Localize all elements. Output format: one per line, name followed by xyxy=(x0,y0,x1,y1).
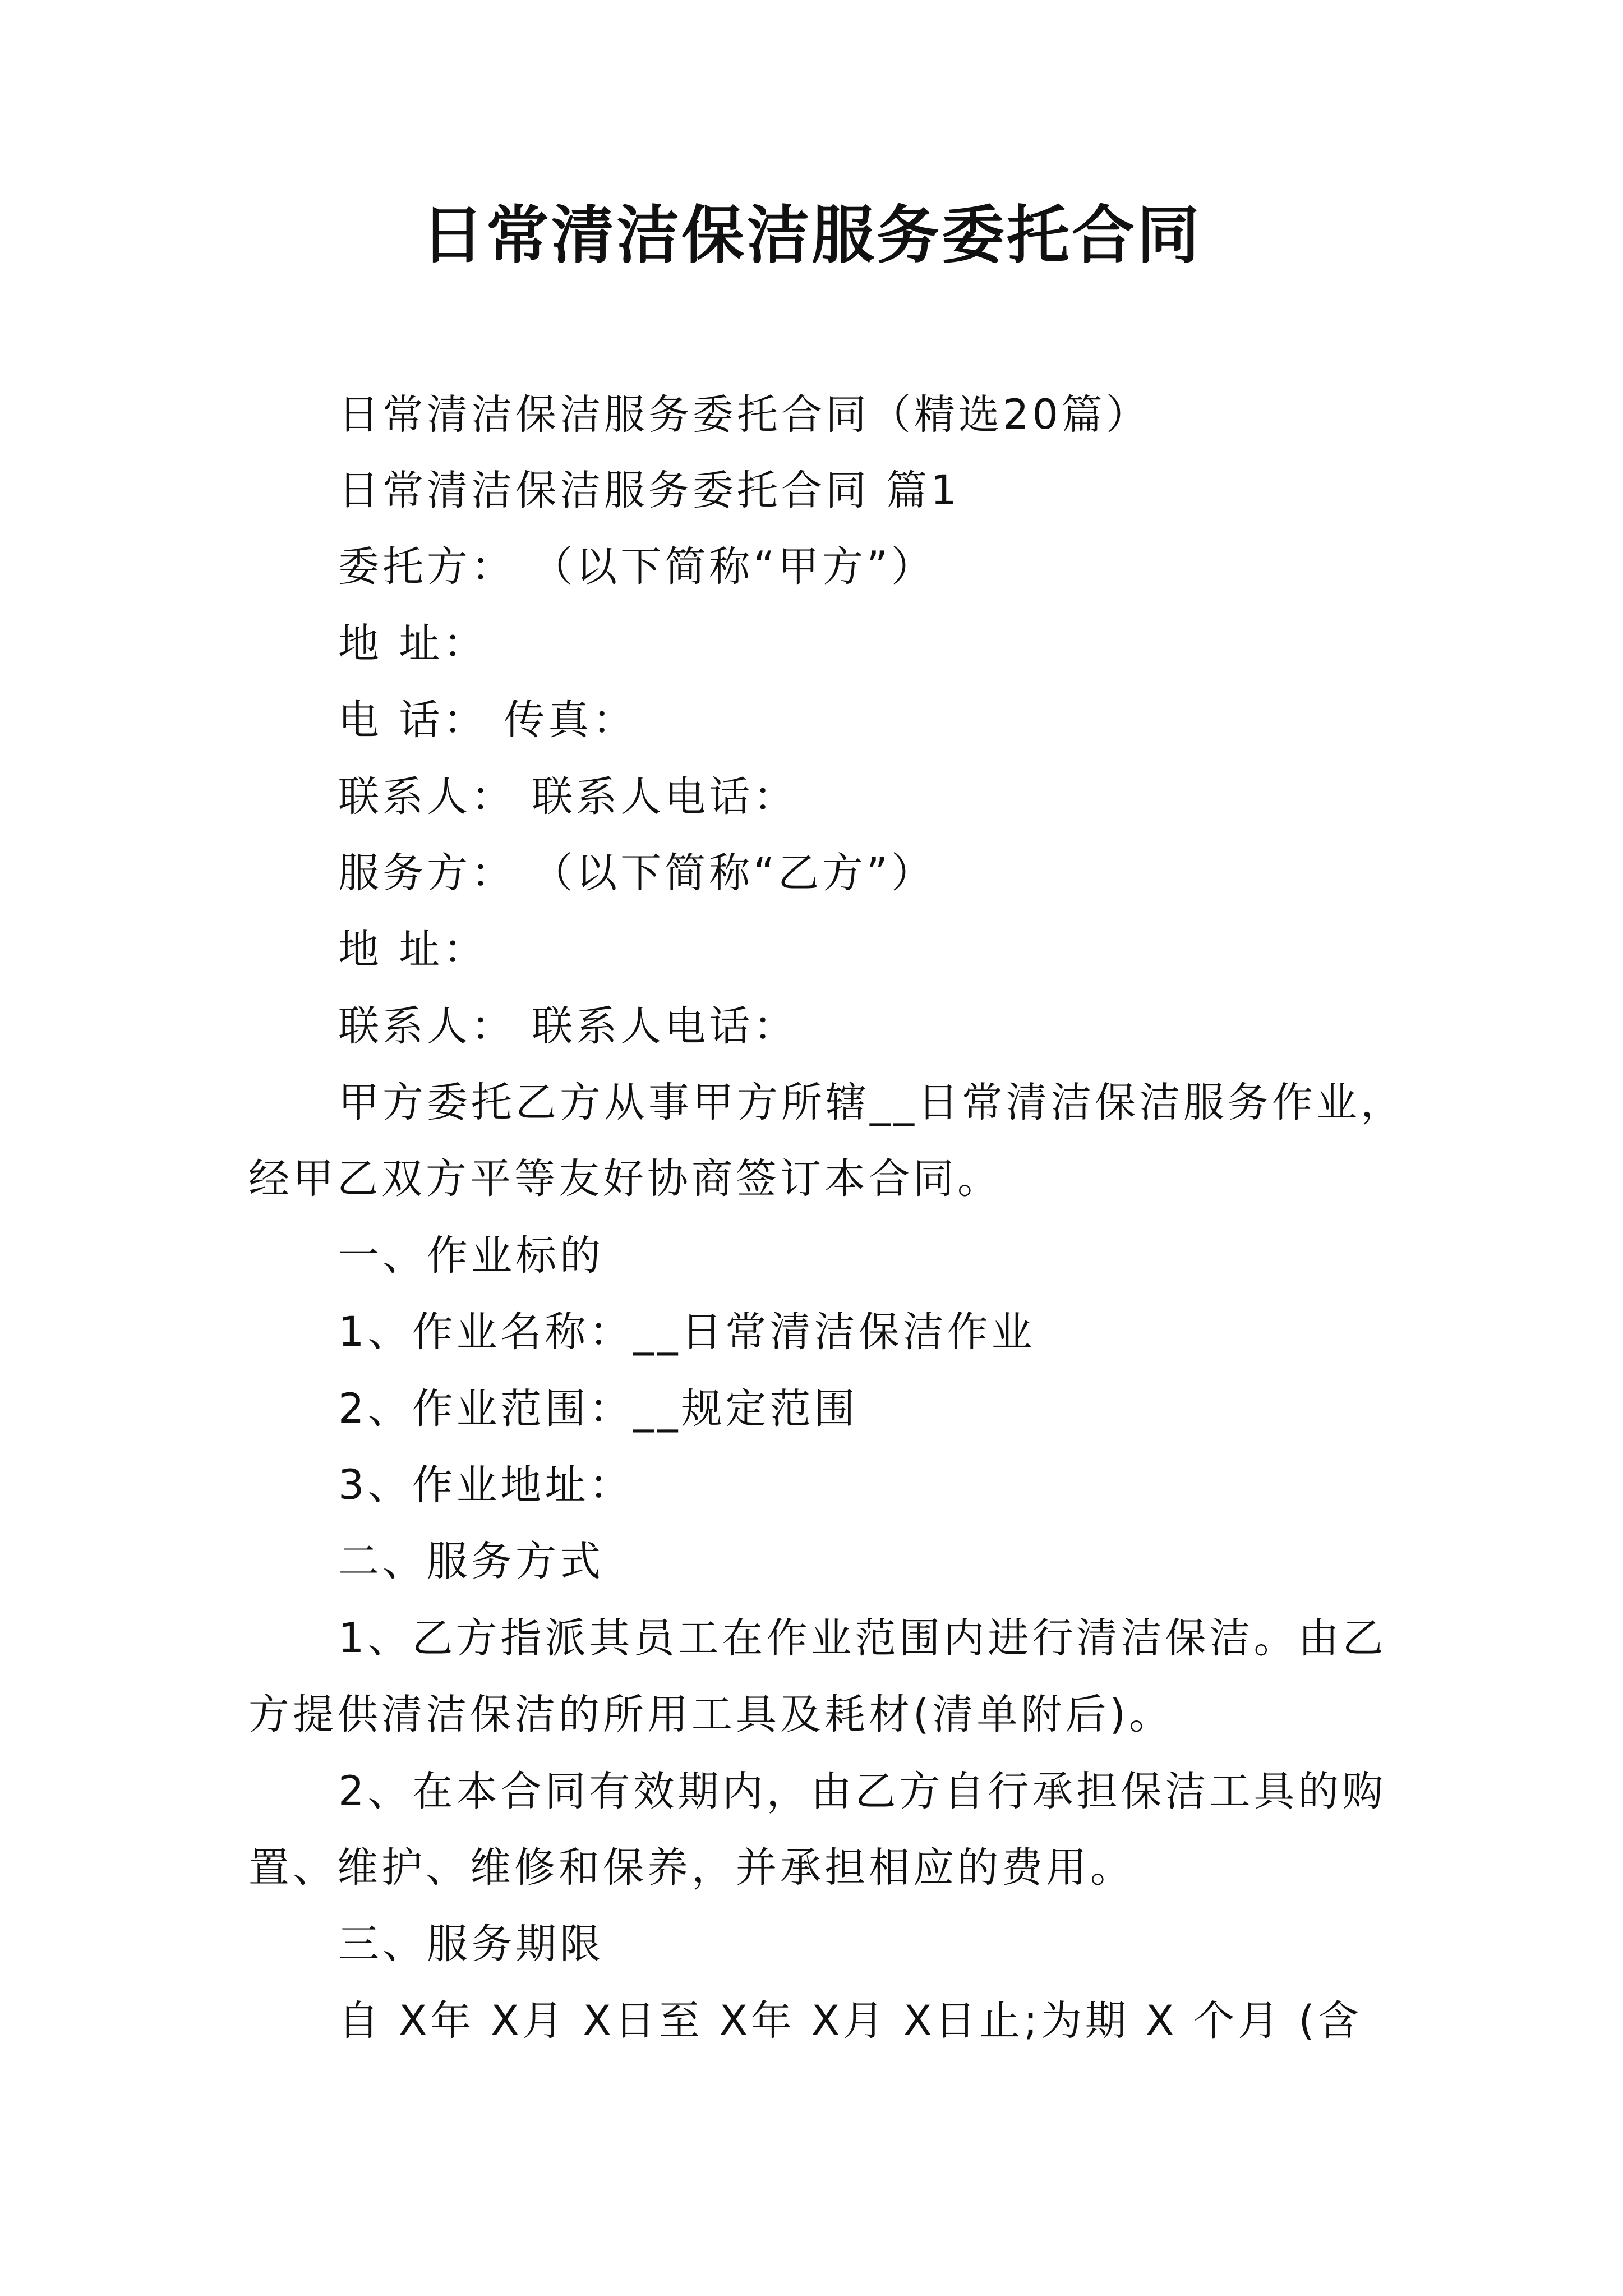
clause-heading: 二、服务方式 xyxy=(338,1538,604,1585)
client-line: 委托方： （以下简称“甲方”） xyxy=(338,543,935,591)
clause-item: 3、作业地址： xyxy=(338,1461,634,1509)
address-line: 地 址： xyxy=(338,620,488,668)
subtitle-line: 日常清洁保洁服务委托合同（精选20篇） xyxy=(338,391,1150,439)
paragraph-line: 方提供清洁保洁的所用工具及耗材(清单附后)。 xyxy=(248,1691,1173,1738)
paragraph-line: 1、乙方指派其员工在作业范围内进行清洁保洁。由乙 xyxy=(338,1614,1387,1662)
address-line: 地 址： xyxy=(338,926,488,973)
phone-fax-line: 电 话： 传真： xyxy=(338,696,637,744)
clause-heading: 三、服务期限 xyxy=(338,1920,604,1968)
paragraph-line: 甲方委托乙方从事甲方所辖__日常清洁保洁服务作业， xyxy=(338,1079,1405,1126)
paragraph-line: 自 X年 X月 X日至 X年 X月 X日止;为期 X 个月 (含 xyxy=(338,1997,1362,2045)
clause-item: 2、作业范围：__规定范围 xyxy=(338,1385,859,1433)
provider-line: 服务方： （以下简称“乙方”） xyxy=(338,849,935,897)
clause-heading: 一、作业标的 xyxy=(338,1232,604,1280)
paragraph-line: 经甲乙双方平等友好协商签订本合同。 xyxy=(248,1155,1002,1203)
paragraph-line: 置、维护、维修和保养，并承担相应的费用。 xyxy=(248,1844,1135,1892)
clause-item: 1、作业名称：__日常清洁保洁作业 xyxy=(338,1308,1036,1356)
section-heading: 日常清洁保洁服务委托合同 篇1 xyxy=(338,467,960,514)
contact-line: 联系人： 联系人电话： xyxy=(338,773,798,821)
paragraph-line: 2、在本合同有效期内，由乙方自行承担保洁工具的购 xyxy=(338,1768,1387,1815)
document-title: 日常清洁保洁服务委托合同 xyxy=(421,199,1202,272)
contact-line: 联系人： 联系人电话： xyxy=(338,1002,798,1050)
